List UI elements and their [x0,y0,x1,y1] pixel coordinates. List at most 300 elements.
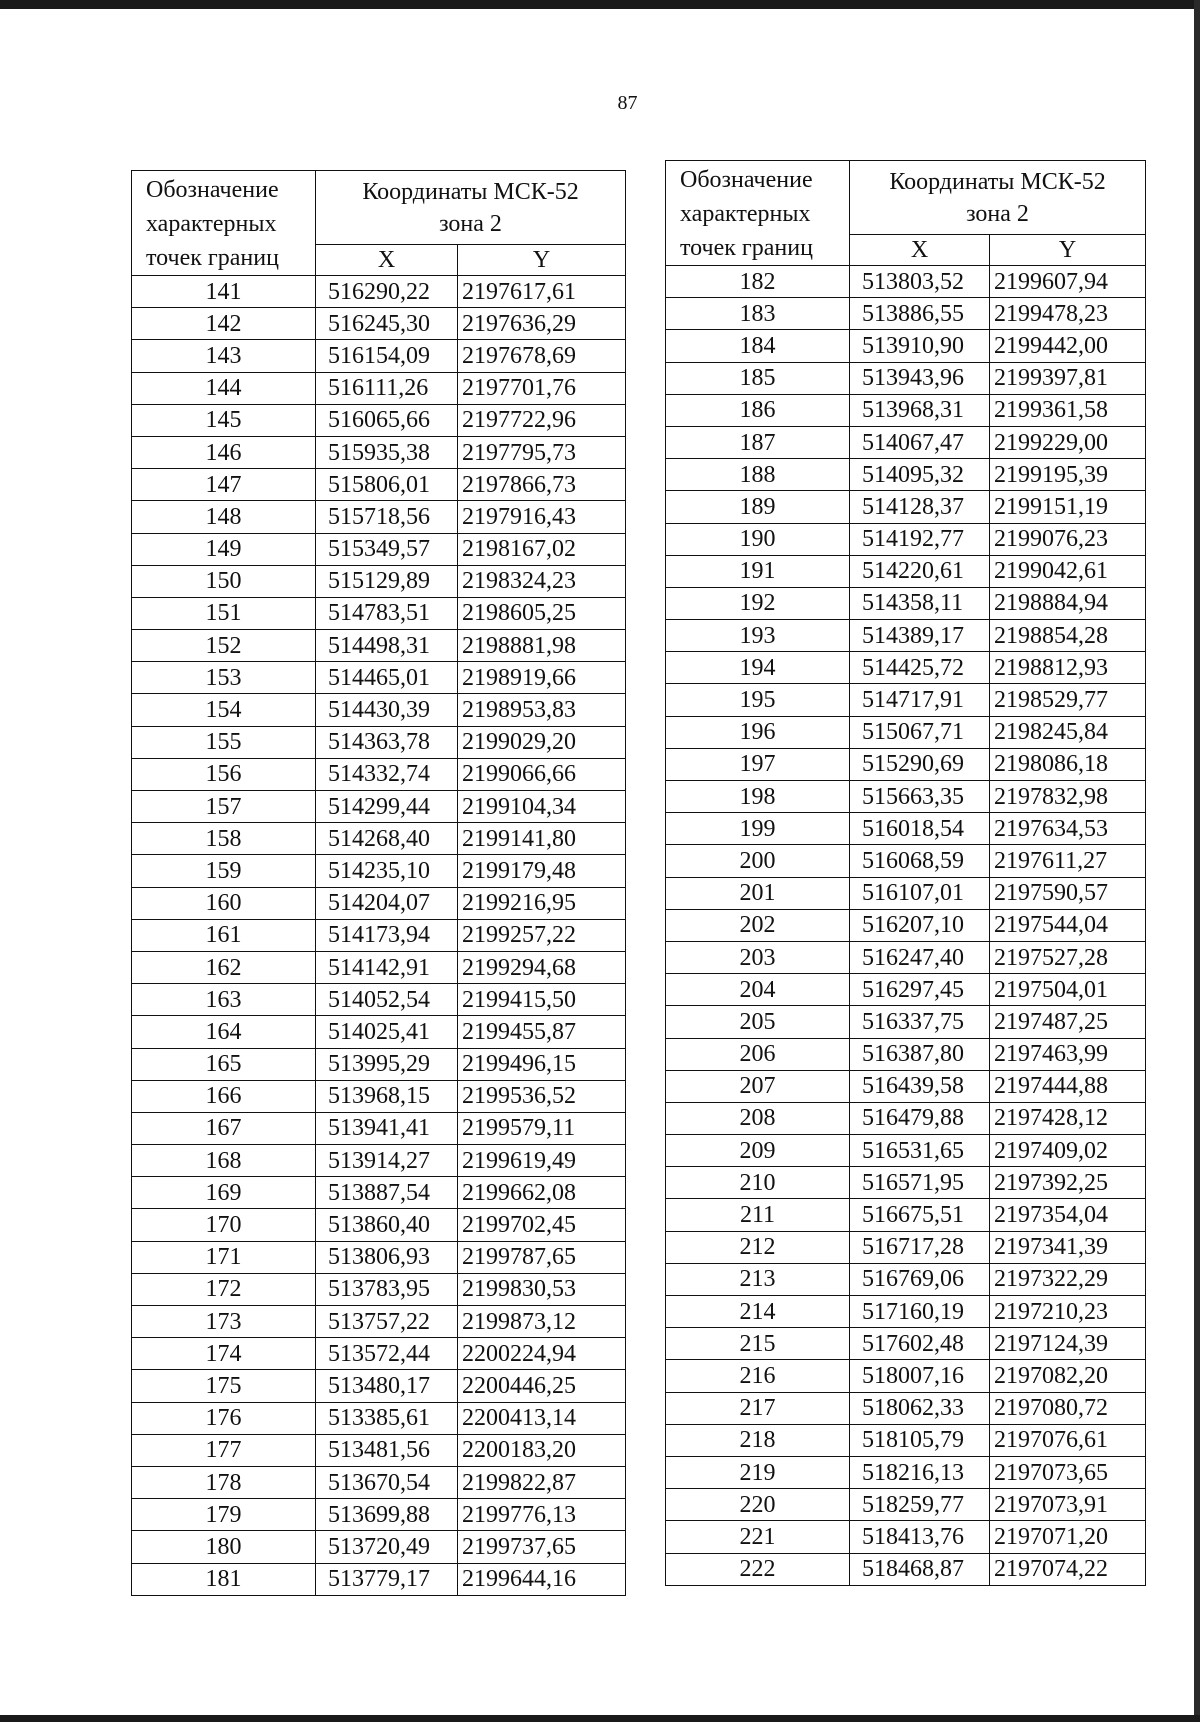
table-row [666,941,1146,973]
coordinate-y-cell: 2199257,22 [458,919,626,951]
point-number-cell: 145 [132,404,316,436]
coordinate-x-cell: 514465,01 [316,662,458,694]
table-row [132,726,626,758]
coordinate-y-cell: 2198854,28 [990,620,1146,652]
coordinate-x-cell: 514389,17 [850,620,990,652]
point-number-cell: 176 [132,1402,316,1434]
coordinate-x-cell: 514783,51 [316,597,458,629]
point-number-cell: 148 [132,501,316,533]
point-number-cell: 168 [132,1145,316,1177]
coordinate-x-cell: 514498,31 [316,630,458,662]
coordinate-x-cell: 513757,22 [316,1306,458,1338]
coordinate-y-cell: 2197080,72 [990,1392,1146,1424]
coordinate-x-cell: 514268,40 [316,823,458,855]
table-row [666,813,1146,845]
coordinate-x-cell: 516571,95 [850,1167,990,1199]
coordinate-x-cell: 513943,96 [850,362,990,394]
coordinate-x-cell: 513806,93 [316,1241,458,1273]
point-number-cell: 208 [666,1102,850,1134]
point-number-cell: 190 [666,523,850,555]
coordinate-x-cell: 516154,09 [316,340,458,372]
table-body-left [132,276,626,1596]
page-number: 87 [617,92,638,114]
coordinate-x-cell: 518062,33 [850,1392,990,1424]
coordinate-x-cell: 513779,17 [316,1563,458,1595]
point-number-cell: 183 [666,298,850,330]
table-row [666,1489,1146,1521]
table-row [666,491,1146,523]
table-row [666,362,1146,394]
point-number-cell: 193 [666,620,850,652]
coordinate-x-cell: 516111,26 [316,372,458,404]
coordinate-y-cell: 2199397,81 [990,362,1146,394]
point-number-cell: 150 [132,565,316,597]
coordinate-y-cell: 2197073,65 [990,1456,1146,1488]
coordinates-table-left [131,170,626,1596]
point-number-cell: 215 [666,1328,850,1360]
coordinate-x-cell: 517602,48 [850,1328,990,1360]
coordinate-x-cell: 518413,76 [850,1521,990,1553]
point-number-cell: 157 [132,791,316,823]
coordinate-y-cell: 2199076,23 [990,523,1146,555]
table-row [132,533,626,565]
table-row [666,1102,1146,1134]
coordinate-y-cell: 2197076,61 [990,1424,1146,1456]
coordinate-x-cell: 515290,69 [850,748,990,780]
coordinate-x-cell: 513886,55 [850,298,990,330]
coordinate-x-cell: 514204,07 [316,887,458,919]
coordinates-header-line1: Координаты МСК-52 [362,178,579,205]
point-number-cell: 177 [132,1434,316,1466]
coordinate-y-cell: 2199455,87 [458,1016,626,1048]
coordinate-y-cell: 2199822,87 [458,1466,626,1498]
table-row [132,1112,626,1144]
table-row [132,823,626,855]
coordinate-x-cell: 514717,91 [850,684,990,716]
coordinate-x-cell: 514052,54 [316,984,458,1016]
points-label-line3: точек границ [146,245,279,271]
table-row [666,1135,1146,1167]
coordinate-x-cell: 513783,95 [316,1273,458,1305]
table-row [132,501,626,533]
point-number-cell: 214 [666,1296,850,1328]
coordinate-x-cell: 514142,91 [316,951,458,983]
coordinates-header-line2: зона 2 [439,210,502,237]
coordinate-y-cell: 2197124,39 [990,1328,1146,1360]
coordinate-x-cell: 514235,10 [316,855,458,887]
table-row [666,523,1146,555]
coordinate-y-cell: 2198167,02 [458,533,626,565]
coordinate-y-cell: 2199179,48 [458,855,626,887]
table-row [666,426,1146,458]
coordinate-y-cell: 2197341,39 [990,1231,1146,1263]
point-number-cell: 166 [132,1080,316,1112]
coordinate-y-cell: 2197463,99 [990,1038,1146,1070]
coordinate-x-cell: 516065,66 [316,404,458,436]
point-number-cell: 155 [132,726,316,758]
table-row [666,266,1146,298]
coordinate-y-cell: 2199737,65 [458,1531,626,1563]
table-row [132,1177,626,1209]
coordinate-y-cell: 2197701,76 [458,372,626,404]
table-row [666,845,1146,877]
scan-edge-top [0,0,1200,9]
table-row [132,1306,626,1338]
point-number-cell: 152 [132,630,316,662]
table-row [666,909,1146,941]
point-number-cell: 165 [132,1048,316,1080]
point-number-cell: 200 [666,845,850,877]
table-row [132,1499,626,1531]
coordinate-y-cell: 2199415,50 [458,984,626,1016]
point-number-cell: 203 [666,941,850,973]
point-number-cell: 154 [132,694,316,726]
point-number-cell: 191 [666,555,850,587]
coordinate-x-cell: 518216,13 [850,1456,990,1488]
coordinate-x-cell: 516245,30 [316,308,458,340]
table-row [132,1048,626,1080]
table-row [132,694,626,726]
table-row [132,791,626,823]
table-row [666,1553,1146,1585]
table-row [666,1263,1146,1295]
point-number-cell: 192 [666,587,850,619]
point-number-cell: 160 [132,887,316,919]
coordinate-y-cell: 2199151,19 [990,491,1146,523]
point-number-cell: 178 [132,1466,316,1498]
coordinate-x-cell: 514363,78 [316,726,458,758]
coordinate-y-cell: 2197617,61 [458,276,626,308]
coordinate-y-cell: 2197409,02 [990,1135,1146,1167]
coordinate-y-cell: 2197678,69 [458,340,626,372]
table-row [666,1424,1146,1456]
point-number-cell: 205 [666,1006,850,1038]
coordinate-y-cell: 2199579,11 [458,1112,626,1144]
table-row [132,372,626,404]
coordinate-y-cell: 2199066,66 [458,758,626,790]
coordinate-x-cell: 514299,44 [316,791,458,823]
point-number-cell: 159 [132,855,316,887]
coordinate-y-cell: 2198605,25 [458,597,626,629]
table-row [666,394,1146,426]
point-number-cell: 196 [666,716,850,748]
coordinate-y-cell: 2199496,15 [458,1048,626,1080]
table-row [666,1038,1146,1070]
coordinate-y-cell: 2197354,04 [990,1199,1146,1231]
coordinate-x-cell: 518259,77 [850,1489,990,1521]
coordinate-y-cell: 2198086,18 [990,748,1146,780]
coordinates-header [316,171,626,245]
column-y-header: Y [458,245,626,276]
point-number-cell: 143 [132,340,316,372]
coordinate-x-cell: 516207,10 [850,909,990,941]
point-number-cell: 210 [666,1167,850,1199]
coordinate-y-cell: 2199787,65 [458,1241,626,1273]
coordinate-y-cell: 2198881,98 [458,630,626,662]
column-y-header: Y [990,235,1146,266]
point-number-cell: 212 [666,1231,850,1263]
point-number-cell: 220 [666,1489,850,1521]
coordinate-x-cell: 515718,56 [316,501,458,533]
coordinate-y-cell: 2199830,53 [458,1273,626,1305]
table-row [132,1241,626,1273]
point-number-cell: 201 [666,877,850,909]
coordinate-x-cell: 513699,88 [316,1499,458,1531]
coordinate-y-cell: 2197832,98 [990,781,1146,813]
point-number-cell: 221 [666,1521,850,1553]
point-number-cell: 142 [132,308,316,340]
coordinate-y-cell: 2200183,20 [458,1434,626,1466]
point-number-cell: 162 [132,951,316,983]
coordinate-x-cell: 513385,61 [316,1402,458,1434]
point-number-cell: 147 [132,469,316,501]
coordinate-x-cell: 517160,19 [850,1296,990,1328]
table-row [132,276,626,308]
table-row [666,330,1146,362]
table-row [666,1296,1146,1328]
coordinate-y-cell: 2199776,13 [458,1499,626,1531]
table-row [666,974,1146,1006]
points-label-header [666,161,850,266]
scan-edge-bottom [0,1715,1200,1722]
point-number-cell: 163 [132,984,316,1016]
table-row [132,887,626,919]
table-body-right [666,266,1146,1586]
table-row [666,1070,1146,1102]
points-label-line1: Обозначение [146,177,279,203]
table-row [666,1199,1146,1231]
table-row [666,1456,1146,1488]
coordinate-y-cell: 2199029,20 [458,726,626,758]
coordinate-y-cell: 2197392,25 [990,1167,1146,1199]
point-number-cell: 187 [666,426,850,458]
coordinate-y-cell: 2197082,20 [990,1360,1146,1392]
coordinate-x-cell: 513995,29 [316,1048,458,1080]
coordinate-y-cell: 2198812,93 [990,652,1146,684]
coordinate-x-cell: 513887,54 [316,1177,458,1209]
point-number-cell: 186 [666,394,850,426]
table-row [666,298,1146,330]
point-number-cell: 164 [132,1016,316,1048]
table-row [132,597,626,629]
coordinate-x-cell: 513968,15 [316,1080,458,1112]
coordinate-y-cell: 2197866,73 [458,469,626,501]
point-number-cell: 197 [666,748,850,780]
table-row [666,652,1146,684]
coordinate-y-cell: 2199229,00 [990,426,1146,458]
coordinate-x-cell: 516439,58 [850,1070,990,1102]
table-row [132,1016,626,1048]
table-row [666,1360,1146,1392]
point-number-cell: 156 [132,758,316,790]
coordinate-y-cell: 2199662,08 [458,1177,626,1209]
point-number-cell: 222 [666,1553,850,1585]
point-number-cell: 180 [132,1531,316,1563]
point-number-cell: 146 [132,436,316,468]
point-number-cell: 218 [666,1424,850,1456]
coordinate-x-cell: 516297,45 [850,974,990,1006]
table-row [666,877,1146,909]
table-row [132,951,626,983]
coordinate-y-cell: 2197322,29 [990,1263,1146,1295]
coordinate-y-cell: 2199104,34 [458,791,626,823]
coordinates-header-line1: Координаты МСК-52 [889,168,1106,195]
point-number-cell: 141 [132,276,316,308]
table-row [666,1392,1146,1424]
coordinate-x-cell: 514095,32 [850,459,990,491]
point-number-cell: 213 [666,1263,850,1295]
table-row [666,748,1146,780]
coordinate-y-cell: 2199195,39 [990,459,1146,491]
coordinate-y-cell: 2199607,94 [990,266,1146,298]
coordinates-table-right [665,160,1146,1586]
point-number-cell: 206 [666,1038,850,1070]
coordinate-x-cell: 515663,35 [850,781,990,813]
table-row [666,1328,1146,1360]
point-number-cell: 144 [132,372,316,404]
table-row [132,758,626,790]
coordinate-x-cell: 515349,57 [316,533,458,565]
coordinate-x-cell: 516107,01 [850,877,990,909]
point-number-cell: 202 [666,909,850,941]
coordinate-y-cell: 2197074,22 [990,1553,1146,1585]
coordinate-y-cell: 2200446,25 [458,1370,626,1402]
coordinate-x-cell: 516290,22 [316,276,458,308]
point-number-cell: 216 [666,1360,850,1392]
point-number-cell: 170 [132,1209,316,1241]
table-row [666,1006,1146,1038]
coordinate-x-cell: 516675,51 [850,1199,990,1231]
coordinate-x-cell: 514173,94 [316,919,458,951]
coordinate-y-cell: 2199644,16 [458,1563,626,1595]
point-number-cell: 189 [666,491,850,523]
table-row [132,340,626,372]
coordinate-x-cell: 516337,75 [850,1006,990,1038]
coordinate-y-cell: 2199294,68 [458,951,626,983]
coordinate-x-cell: 513860,40 [316,1209,458,1241]
table-row [132,1145,626,1177]
coordinate-x-cell: 513720,49 [316,1531,458,1563]
coordinate-x-cell: 515067,71 [850,716,990,748]
coordinate-y-cell: 2197795,73 [458,436,626,468]
coordinate-y-cell: 2198245,84 [990,716,1146,748]
coordinate-x-cell: 516769,06 [850,1263,990,1295]
table-row [132,1080,626,1112]
column-x-header: X [316,245,458,276]
table-row [132,436,626,468]
point-number-cell: 151 [132,597,316,629]
point-number-cell: 179 [132,1499,316,1531]
coordinate-y-cell: 2197527,28 [990,941,1146,973]
table-row [666,459,1146,491]
point-number-cell: 158 [132,823,316,855]
table-row [132,984,626,1016]
coordinate-y-cell: 2197636,29 [458,308,626,340]
coordinate-x-cell: 514425,72 [850,652,990,684]
table-row [132,1370,626,1402]
points-label-line3: точек границ [680,235,813,261]
point-number-cell: 198 [666,781,850,813]
coordinate-y-cell: 2199702,45 [458,1209,626,1241]
coordinate-y-cell: 2197611,27 [990,845,1146,877]
coordinate-y-cell: 2199141,80 [458,823,626,855]
coordinate-y-cell: 2199216,95 [458,887,626,919]
point-number-cell: 217 [666,1392,850,1424]
coordinate-y-cell: 2197590,57 [990,877,1146,909]
coordinate-x-cell: 514220,61 [850,555,990,587]
point-number-cell: 207 [666,1070,850,1102]
coordinate-x-cell: 514192,77 [850,523,990,555]
table-row [666,1231,1146,1263]
point-number-cell: 167 [132,1112,316,1144]
coordinate-x-cell: 516068,59 [850,845,990,877]
table-row [132,1531,626,1563]
table-row [132,1402,626,1434]
coordinate-x-cell: 516479,88 [850,1102,990,1134]
coordinate-x-cell: 513968,31 [850,394,990,426]
points-label-line2: характерных [680,201,811,227]
scan-edge-right [1194,0,1200,1722]
coordinate-x-cell: 513910,90 [850,330,990,362]
points-label-header [132,171,316,276]
table-row [666,587,1146,619]
table-row [132,469,626,501]
coordinate-y-cell: 2198884,94 [990,587,1146,619]
table-row [132,308,626,340]
point-number-cell: 172 [132,1273,316,1305]
coordinate-x-cell: 515806,01 [316,469,458,501]
table-row [132,630,626,662]
points-label-line1: Обозначение [680,167,813,193]
coordinate-x-cell: 516531,65 [850,1135,990,1167]
coordinate-x-cell: 514358,11 [850,587,990,619]
point-number-cell: 199 [666,813,850,845]
coordinate-x-cell: 513941,41 [316,1112,458,1144]
table-row [666,555,1146,587]
point-number-cell: 161 [132,919,316,951]
coordinate-y-cell: 2197504,01 [990,974,1146,1006]
point-number-cell: 153 [132,662,316,694]
point-number-cell: 184 [666,330,850,362]
point-number-cell: 185 [666,362,850,394]
point-number-cell: 209 [666,1135,850,1167]
coordinate-y-cell: 2200413,14 [458,1402,626,1434]
table-row [132,1563,626,1595]
coordinate-y-cell: 2197210,23 [990,1296,1146,1328]
coordinate-y-cell: 2197722,96 [458,404,626,436]
coordinate-y-cell: 2197428,12 [990,1102,1146,1134]
point-number-cell: 188 [666,459,850,491]
point-number-cell: 171 [132,1241,316,1273]
coordinate-x-cell: 513480,17 [316,1370,458,1402]
coordinate-x-cell: 513803,52 [850,266,990,298]
point-number-cell: 181 [132,1563,316,1595]
point-number-cell: 174 [132,1338,316,1370]
point-number-cell: 175 [132,1370,316,1402]
point-number-cell: 169 [132,1177,316,1209]
coordinate-x-cell: 514025,41 [316,1016,458,1048]
table-row [132,855,626,887]
point-number-cell: 194 [666,652,850,684]
point-number-cell: 173 [132,1306,316,1338]
table-row [666,1167,1146,1199]
table-row [666,716,1146,748]
table-row [132,1273,626,1305]
coordinate-y-cell: 2197073,91 [990,1489,1146,1521]
table-row [666,1521,1146,1553]
coordinate-y-cell: 2198529,77 [990,684,1146,716]
coordinate-x-cell: 514067,47 [850,426,990,458]
